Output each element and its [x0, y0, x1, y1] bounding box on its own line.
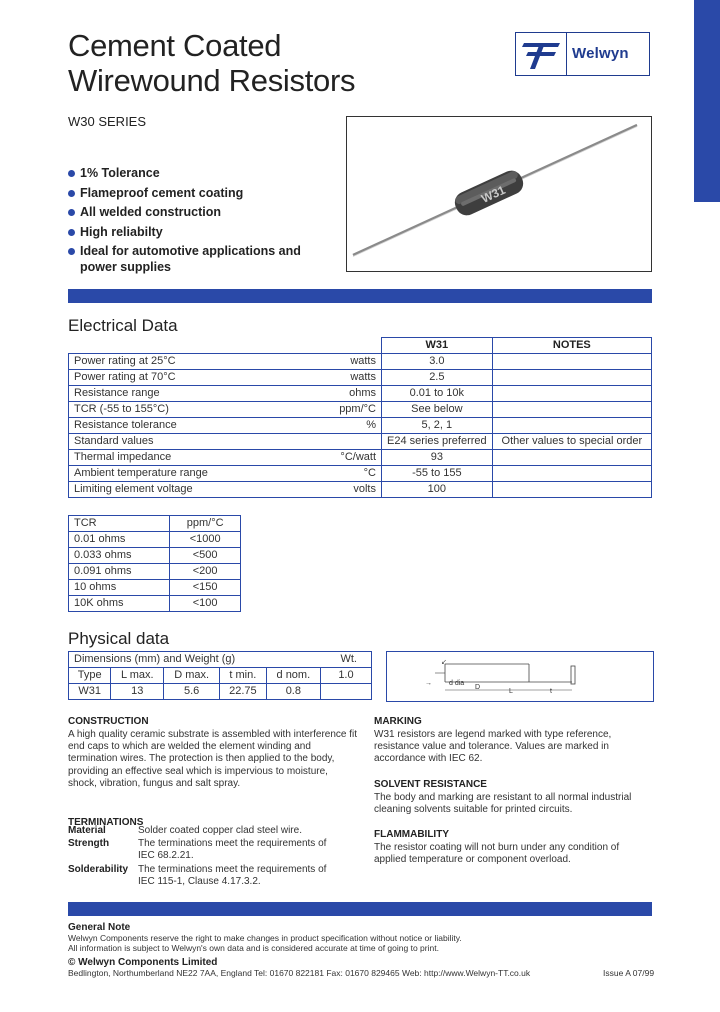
- company-address: Bedlington, Northumberland NE22 7AA, England Tel: 01670 822181 Fax: 01670 829465 Web: http://www.Welwyn-TT.co.uk: [68, 968, 531, 978]
- construction-section: [68, 716, 358, 790]
- general-note: [68, 922, 652, 953]
- general-note-line: Welwyn Components reserve the right to make changes in product specification without notice or liability.: [68, 933, 462, 943]
- physical-heading: Physical data: [68, 629, 170, 648]
- series-label: W30 SERIES: [68, 114, 147, 129]
- product-photo: [346, 116, 652, 272]
- table-row: 0.033 ohms <500: [69, 548, 241, 564]
- terminations-heading: TERMINATIONS: [68, 817, 144, 828]
- marking-text: W31 resistors are legend marked with type reference, resistance value and tolerance. Values are marked in accordance with IEC 62.: [374, 729, 612, 765]
- svg-text:D: D: [475, 684, 481, 691]
- list-item: Material Solder coated copper clad steel wire.: [68, 825, 302, 836]
- general-note-line: All information is subject to Welwyn's own data and is considered accurate at time of going to print.: [68, 943, 439, 953]
- side-tab: [694, 0, 720, 202]
- solvent-section: [374, 779, 652, 816]
- dimension-diagram: [386, 651, 654, 702]
- svg-text:L: L: [509, 688, 513, 695]
- feature-item: Ideal for automotive applications and power supplies: [68, 243, 338, 275]
- svg-text:↙: ↙: [441, 659, 447, 666]
- flammability-section: [374, 829, 652, 866]
- title-line-1: Cement Coated: [68, 28, 282, 63]
- company-name: © Welwyn Components Limited: [68, 957, 218, 968]
- feature-item: 1% Tolerance: [68, 165, 338, 181]
- list-item: Strength The terminations meet the requirements of IEC 68.2.21.: [68, 838, 327, 862]
- terminations-list: [68, 825, 368, 889]
- svg-text:d dia: d dia: [449, 680, 465, 687]
- tt-logo-icon: [516, 33, 567, 75]
- table-row: 10K ohms <100: [69, 596, 241, 612]
- section-divider: [68, 902, 652, 916]
- title-line-2: Wirewound Resistors: [68, 63, 356, 98]
- table-row: Ambient temperature range °C -55 to 155: [69, 466, 652, 482]
- svg-text:→: →: [425, 680, 432, 687]
- construction-heading: CONSTRUCTION: [68, 716, 149, 727]
- flammability-text: The resistor coating will not burn under any condition of applied temperature or component overload.: [374, 842, 620, 866]
- col-header-notes: NOTES: [492, 338, 651, 354]
- feature-item: Flameproof cement coating: [68, 185, 338, 201]
- tcr-table: [68, 515, 241, 612]
- dimensions-label: Dimensions (mm) and Weight (g): [69, 652, 321, 668]
- weight-label: Wt.: [320, 652, 371, 668]
- marking-section: [374, 716, 652, 766]
- table-row: Standard values E24 series preferred Other values to special order: [69, 434, 652, 450]
- tcr-col-header: TCR: [69, 516, 170, 532]
- resistor-marking: W31: [479, 182, 508, 206]
- tcr-col-header: ppm/°C: [170, 516, 241, 532]
- solvent-text: The body and marking are resistant to all normal industrial cleaning solvents suitable for printed circuits.: [374, 792, 632, 816]
- table-row: Limiting element voltage volts 100: [69, 482, 652, 498]
- table-row: Power rating at 25°C watts 3.0: [69, 354, 652, 370]
- table-row: TCR (-55 to 155°C) ppm/°C See below: [69, 402, 652, 418]
- general-note-heading: General Note: [68, 922, 131, 933]
- physical-table: Dimensions (mm) and Weight (g) Wt. Type L max. D max. t min. d nom. 1.0 W31 13 5.6 22.75 0.8: [68, 651, 372, 700]
- marking-heading: MARKING: [374, 716, 422, 727]
- page-title: [68, 28, 355, 98]
- electrical-table: [68, 337, 652, 498]
- construction-text: A high quality ceramic substrate is assembled with interference fit end caps to which are welded the element winding and termination wires. The protection is then applied to the body, providing an effective seal which is impervious to moisture, shock, vibration, fungus and salt spray.: [68, 729, 358, 789]
- logo-wordmark: Welwyn: [572, 45, 629, 62]
- solvent-heading: SOLVENT RESISTANCE: [374, 779, 487, 790]
- feature-item: All welded construction: [68, 204, 338, 220]
- table-row: 0.091 ohms <200: [69, 564, 241, 580]
- table-row: 10 ohms <150: [69, 580, 241, 596]
- section-divider: [68, 289, 652, 303]
- feature-item: High reliabilty: [68, 224, 338, 240]
- feature-list: [68, 165, 338, 279]
- table-row: Resistance tolerance % 5, 2, 1: [69, 418, 652, 434]
- resistor-outline-drawing: [387, 652, 653, 701]
- table-row: 0.01 ohms <1000: [69, 532, 241, 548]
- table-row: W31 13 5.6 22.75 0.8: [69, 684, 372, 700]
- resistor-image: [347, 117, 651, 271]
- welwyn-logo: [515, 32, 650, 76]
- table-row: Resistance range ohms 0.01 to 10k: [69, 386, 652, 402]
- svg-text:t: t: [550, 688, 552, 695]
- table-row: Power rating at 70°C watts 2.5: [69, 370, 652, 386]
- electrical-heading: Electrical Data: [68, 316, 178, 335]
- list-item: Solderability The terminations meet the requirements of IEC 115-1, Clause 4.17.3.2.: [68, 863, 327, 887]
- flammability-heading: FLAMMABILITY: [374, 829, 449, 840]
- col-header-w31: W31: [382, 338, 493, 354]
- issue-label: Issue A 07/99: [603, 968, 655, 978]
- table-row: Thermal impedance °C/watt 93: [69, 450, 652, 466]
